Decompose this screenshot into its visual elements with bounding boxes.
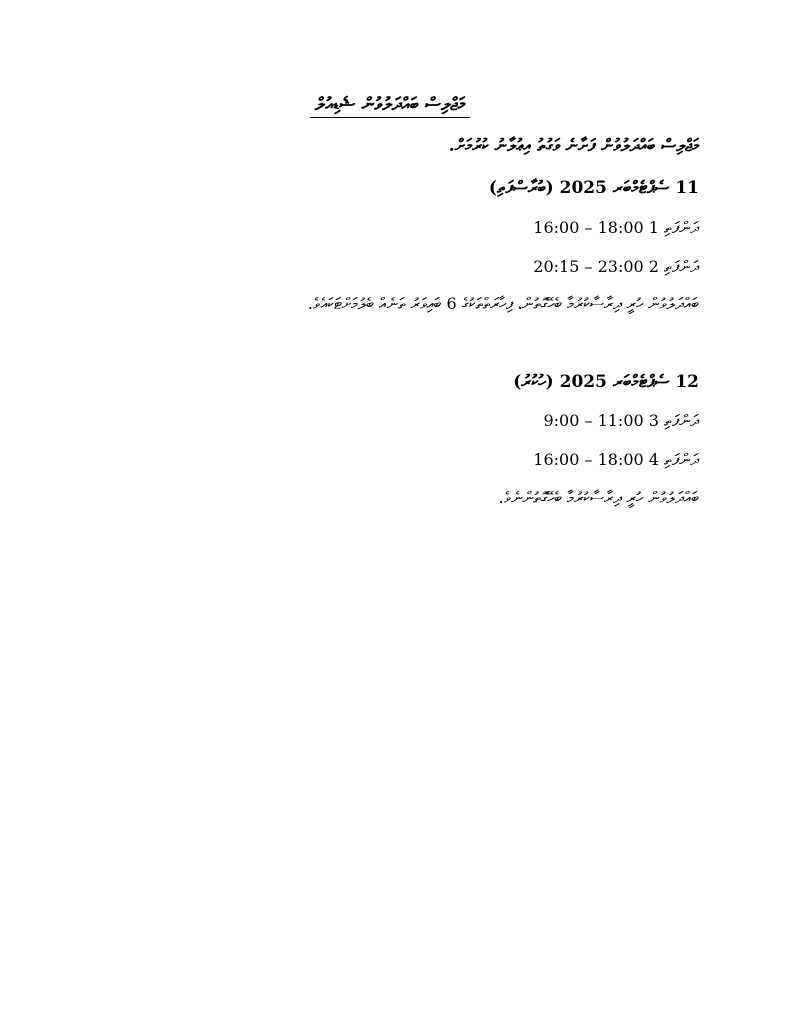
page-title: މަޖްލިސް ބައްދަލުވުން ޝެޑިއުލް [310,94,470,118]
session-label: ދަންފަތި 4 [643,450,699,469]
session-label: ދަންފަތި 1 [643,218,699,237]
session-time: 20:15 – 23:00 [533,257,644,276]
session-time: 9:00 – 11:00 [543,411,644,430]
session-time: 16:00 – 18:00 [533,218,644,237]
day-2-session-3 [543,411,699,431]
session-label: ދަންފަތި 3 [643,411,699,430]
day-2-session-4 [533,450,699,470]
session-label: ދަންފަތި 2 [643,257,699,276]
session-time: 16:00 – 18:00 [533,450,644,469]
day-1-date: 11 ސެޕްޓެމްބަރ 2025 (ބުރާސްފަތި) [488,178,699,198]
day-1-session-2 [533,257,699,277]
day-2-note: ބައްދަލުވުން ހުރީ ދިރާސާކުރުމާ ބެހޭގޮތުންނެވެ. [498,488,699,507]
day-2-date: 12 ސެޕްޓެމްބަރ 2025 (ހުކުރު) [513,372,699,392]
day-1-session-1 [533,218,699,238]
day-1-note: ބައްދަލުވުން ހުރީ ދިރާސާކުރުމާ ބެހޭގޮތުން، ފިހާރަތްތަކުގެ 6 ބައިވަރު ތަނެއް ބެލުމަށްޓަކައެވެ. [307,294,699,313]
page-subtitle: މަޖްލިސް ބައްދަލުވުން ފަށާނެ ވަގުތު އިޢުލާނު ކުރުމަށް. [448,136,699,156]
